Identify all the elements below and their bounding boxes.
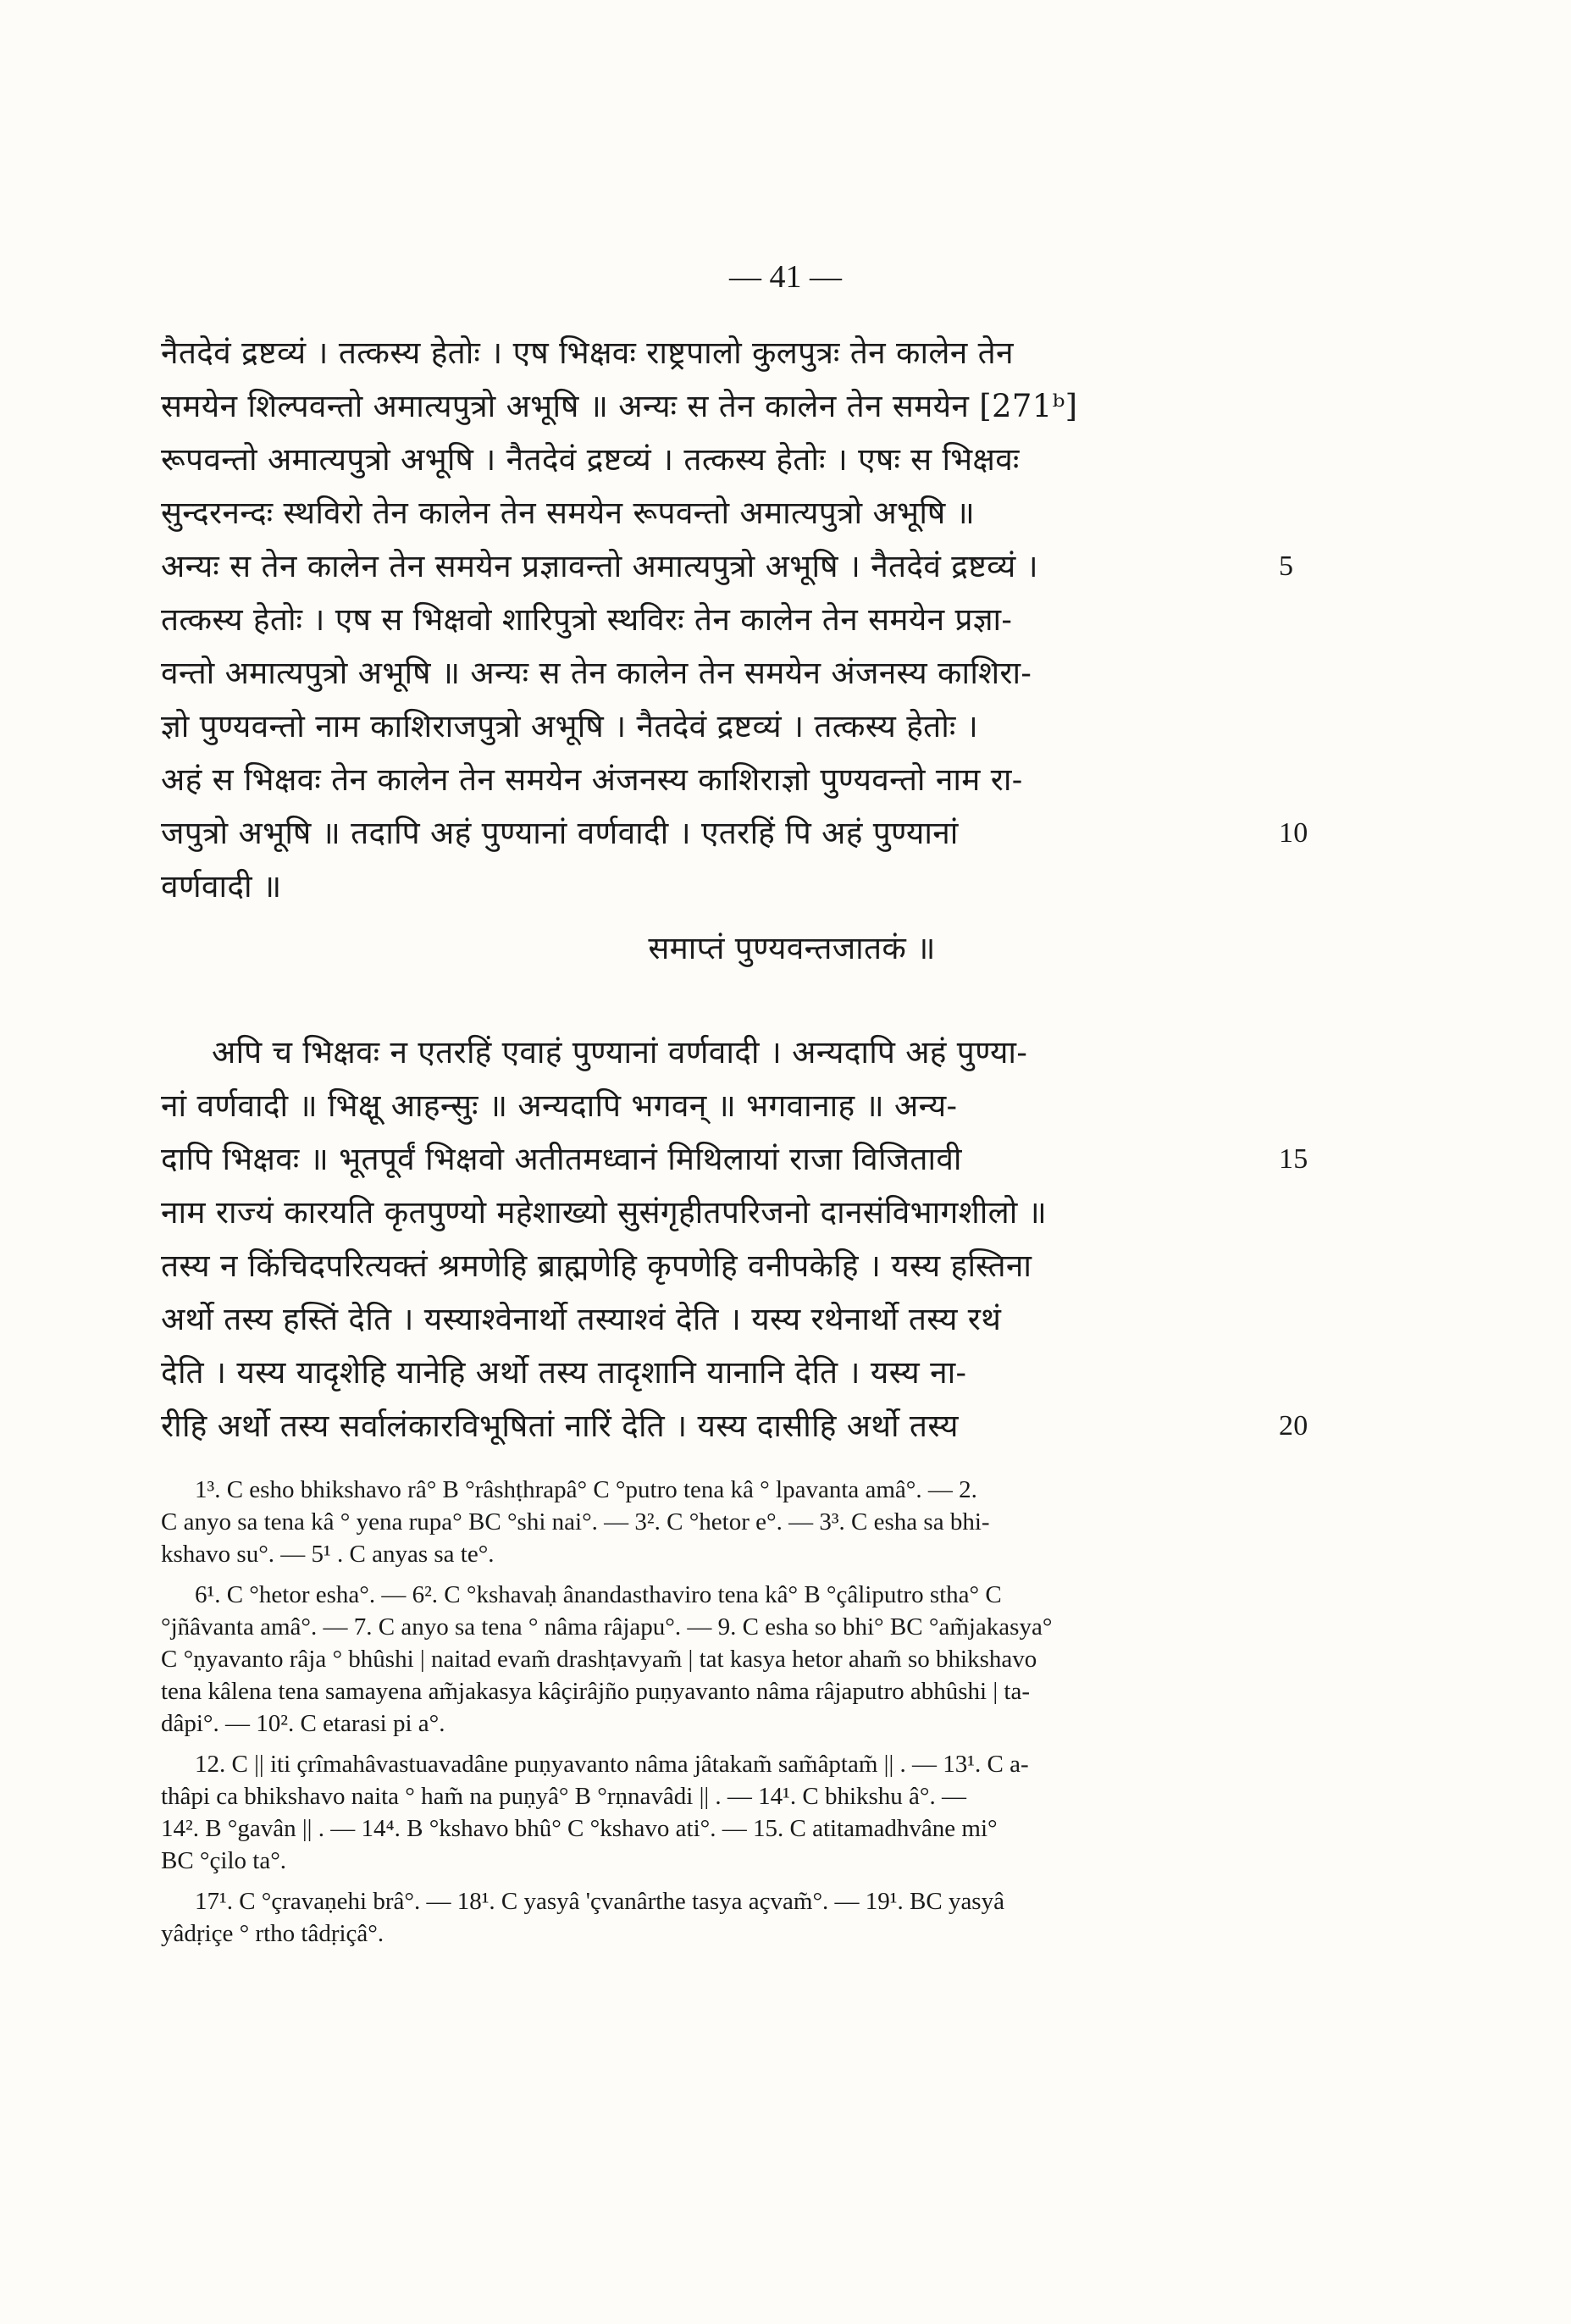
section-title: समाप्तं पुण्यवन्तजातकं ॥ <box>648 930 936 966</box>
footnote-line: °jñâvanta amâ°. — 7. C anyo sa tena ° nâma râjapu°. — 9. C esha so bhi° BC °am̃jakasya° <box>161 1613 1053 1641</box>
line-text: सुन्दरनन्दः स्थविरो तेन कालेन तेन समयेन रूपवन्तो अमात्यपुत्रो अभूषि ॥ <box>161 495 976 531</box>
text-line <box>161 1026 1270 1079</box>
text-line <box>161 646 1270 700</box>
text-line <box>161 1079 1270 1132</box>
line-text: जपुत्रो अभूषि ॥ तदापि अहं पुण्यानां वर्णवादी । एतरहिं पि अहं पुण्यानां <box>161 815 959 851</box>
footnote-line: C °ṇyavanto râja ° bhûshi | naitad evam̃ drashṭavyam̃ | tat kasya hetor aham̃ so bhikshavo <box>161 1646 1037 1673</box>
first-paragraph <box>161 326 1308 913</box>
footnote-paragraph <box>161 1474 1262 1570</box>
line-number: 10 <box>1279 817 1308 849</box>
footnotes <box>161 1474 1262 1958</box>
footnote-line: thâpi ca bhikshavo naita ° ham̃ na puṇyâ° B °rṇnavâdi || . — 14¹. C bhikshu â°. — <box>161 1783 967 1810</box>
text-line <box>161 486 1270 540</box>
footnote-line: 1³. C esho bhikshavo râ° B °râshṭhrapâ° C °putro tena kâ ° lpavanta amâ°. — 2. <box>195 1476 977 1503</box>
text-line <box>161 1399 1308 1452</box>
line-number: 20 <box>1279 1410 1308 1441</box>
footnote-line: C anyo sa tena kâ ° yena rupa° BC °shi nai°. — 3². C °hetor e°. — 3³. C esha sa bhi- <box>161 1508 990 1536</box>
footnote-paragraph <box>161 1579 1262 1740</box>
text-line <box>161 700 1270 753</box>
line-text: अन्यः स तेन कालेन तेन समयेन प्रज्ञावन्तो अमात्यपुत्रो अभूषि । नैतदेवं द्रष्टव्यं । <box>161 548 1038 584</box>
main-text <box>161 326 1308 1452</box>
text-line <box>161 540 1294 593</box>
footnote-line: BC °çilo ta°. <box>161 1847 287 1874</box>
text-line <box>161 593 1270 646</box>
line-text: तस्य न किंचिदपरित्यक्तं श्रमणेहि ब्राह्मणेहि कृपणेहि वनीपकेहि । यस्य हस्तिना <box>161 1248 1032 1284</box>
footnote-line: 14². B °gavân || . — 14⁴. B °kshavo bhû° C °kshavo ati°. — 15. C atitamadhvâne mi° <box>161 1815 998 1842</box>
text-line <box>161 433 1270 486</box>
text-line <box>161 806 1308 860</box>
line-number: 5 <box>1279 551 1294 582</box>
line-text: वन्तो अमात्यपुत्रो अभूषि ॥ अन्यः स तेन कालेन तेन समयेन अंजनस्य काशिरा- <box>161 655 1032 691</box>
footnote-line: kshavo su°. — 5¹ . C anyas sa te°. <box>161 1541 495 1568</box>
text-line <box>161 860 1270 913</box>
text-line <box>161 379 1270 433</box>
line-text: समयेन शिल्पवन्तो अमात्यपुत्रो अभूषि ॥ अन्यः स तेन कालेन तेन समयेन [271ᵇ] <box>161 388 1078 424</box>
line-text: रीहि अर्थो तस्य सर्वालंकारविभूषितां नारिं देति । यस्य दासीहि अर्थो तस्य <box>161 1408 959 1444</box>
line-text: अर्थो तस्य हस्तिं देति । यस्याश्वेनार्थो तस्याश्वं देति । यस्य रथेनार्थो तस्य रथं <box>161 1301 1002 1337</box>
text-line <box>161 1132 1308 1186</box>
line-text: देति । यस्य यादृशेहि यानेहि अर्थो तस्य तादृशानि यानानि देति । यस्य ना- <box>161 1354 967 1391</box>
footnote-line: tena kâlena tena samayena am̃jakasya kâçirâjño puṇyavanto nâma râjaputro abhûshi | ta- <box>161 1678 1031 1705</box>
line-text: नैतदेवं द्रष्टव्यं । तत्कस्य हेतोः । एष भिक्षवः राष्ट्रपालो कुलपुत्रः तेन कालेन तेन <box>161 335 1014 371</box>
page-number: — 41 — <box>729 259 842 295</box>
second-paragraph <box>161 1026 1308 1452</box>
footnote-line: 17¹. C °çravaṇehi brâ°. — 18¹. C yasyâ 'çvanârthe tasya açvam̃°. — 19¹. BC yasyâ <box>195 1888 1004 1915</box>
footnote-line: 6¹. C °hetor esha°. — 6². C °kshavaḥ ânandasthaviro tena kâ° B °çâliputro stha° C <box>195 1581 1002 1608</box>
text-line <box>161 1292 1270 1346</box>
text-line <box>161 1186 1270 1239</box>
line-text: अपि च भिक्षवः न एतरहिं एवाहं पुण्यानां वर्णवादी । अन्यदापि अहं पुण्या- <box>212 1034 1028 1071</box>
line-text: ज्ञो पुण्यवन्तो नाम काशिराजपुत्रो अभूषि । नैतदेवं द्रष्टव्यं । तत्कस्य हेतोः । <box>161 708 979 744</box>
line-text: दापि भिक्षवः ॥ भूतपूर्वं भिक्षवो अतीतमध्वानं मिथिलायां राजा विजितावी <box>161 1141 962 1177</box>
line-text: वर्णवादी ॥ <box>161 868 282 905</box>
footnote-line: dâpi°. — 10². C etarasi pi a°. <box>161 1710 445 1737</box>
text-line <box>161 1346 1270 1399</box>
footnote-paragraph <box>161 1885 1262 1950</box>
line-text: रूपवन्तो अमात्यपुत्रो अभूषि । नैतदेवं द्रष्टव्यं । तत्कस्य हेतोः । एषः स भिक्षवः <box>161 441 1020 478</box>
line-number: 15 <box>1279 1143 1308 1175</box>
footnote-paragraph <box>161 1748 1262 1877</box>
text-line <box>161 1239 1270 1292</box>
line-text: अहं स भिक्षवः तेन कालेन तेन समयेन अंजनस्य काशिराज्ञो पुण्यवन्तो नाम रा- <box>161 761 1023 798</box>
text-line <box>161 326 1270 379</box>
footnote-line: yâdṛiçe ° rtho tâdṛiçâ°. <box>161 1920 384 1947</box>
line-text: तत्कस्य हेतोः । एष स भिक्षवो शारिपुत्रो स्थविरः तेन कालेन तेन समयेन प्रज्ञा- <box>161 601 1013 638</box>
text-line <box>161 753 1270 806</box>
footnote-line: 12. C || iti çrîmahâvastuavadâne puṇyavanto nâma jâtakam̃ sam̃âptam̃ || . — 13¹. C a- <box>195 1751 1029 1778</box>
line-text: नाम राज्यं कारयति कृतपुण्यो महेशाख्यो सुसंगृहीतपरिजनो दानसंविभागशीलो ॥ <box>161 1194 1048 1231</box>
line-text: नां वर्णवादी ॥ भिक्षू आहन्सुः ॥ अन्यदापि भगवन् ॥ भगवानाह ॥ अन्य- <box>161 1087 958 1124</box>
